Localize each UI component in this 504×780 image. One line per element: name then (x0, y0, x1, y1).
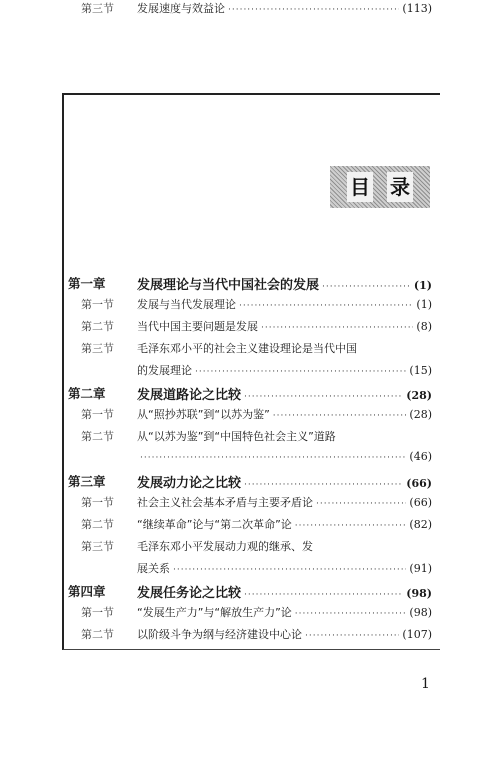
toc-page: (91) (409, 562, 432, 575)
toc-number: 第三章 (68, 474, 106, 489)
toc-leader (295, 521, 407, 531)
toc-leader (228, 5, 399, 15)
toc-number: 第二章 (68, 386, 106, 401)
toc-page: (1) (413, 279, 432, 292)
toc-continuation (137, 450, 432, 468)
toc-leader (322, 282, 411, 292)
toc-title: 发展道路论之比较 (137, 388, 242, 403)
toc-page: (15) (409, 364, 432, 377)
toc-number: 第一节 (81, 496, 114, 509)
toc-leader (305, 631, 399, 641)
toc-title: 发展速度与效益论 (137, 2, 225, 15)
toc-page: (107) (402, 628, 432, 641)
toc-page: (98) (406, 587, 432, 600)
toc-page: (113) (402, 2, 432, 15)
title-char: 录 (387, 172, 413, 202)
toc-number: 第一节 (81, 606, 114, 619)
toc-section (81, 406, 432, 424)
toc-title: 从“照抄苏联”到“以苏为鉴” (137, 408, 270, 421)
toc-title: 以阶级斗争为纲与经济建设中心论 (137, 628, 302, 641)
toc-section (81, 296, 432, 314)
toc-section (81, 626, 432, 644)
toc-leader (244, 392, 403, 402)
toc-title: 毛泽东邓小平的社会主义建设理论是当代中国 (137, 342, 357, 355)
toc-number: 第二节 (81, 628, 114, 641)
toc-chapter (68, 472, 432, 490)
toc-leader (244, 480, 403, 490)
toc-page: (28) (406, 389, 432, 402)
toc-leader (173, 565, 406, 575)
toc-title: 发展理论与当代中国社会的发展 (137, 278, 320, 293)
toc-leader (140, 453, 406, 463)
toc-page: (82) (409, 518, 432, 531)
title-char: 目 (347, 172, 373, 202)
toc-section (81, 516, 432, 534)
toc-number: 第三节 (81, 2, 114, 15)
toc-title: “发展生产力”与“解放生产力”论 (137, 606, 292, 619)
toc-leader (261, 323, 413, 333)
toc-number: 第二节 (81, 430, 114, 443)
toc-section (81, 340, 432, 358)
toc-leader (195, 367, 406, 377)
toc-title: 发展任务论之比较 (137, 586, 242, 601)
toc-title: 社会主义社会基本矛盾与主要矛盾论 (137, 496, 313, 509)
toc-title: 发展与当代发展理论 (137, 298, 236, 311)
toc-section (81, 0, 432, 18)
toc-leader (316, 499, 406, 509)
toc-page: (66) (406, 477, 432, 490)
toc-page: (8) (416, 320, 432, 333)
toc-page: (66) (409, 496, 432, 509)
toc-title-cont: 的发展理论 (137, 364, 192, 377)
toc-number: 第三节 (81, 342, 114, 355)
toc-leader (244, 590, 403, 600)
toc-chapter (68, 582, 432, 600)
toc-section (81, 538, 432, 556)
toc-number: 第三节 (81, 540, 114, 553)
toc-title-cont: 展关系 (137, 562, 170, 575)
toc-section (81, 604, 432, 622)
toc-number: 第四章 (68, 584, 106, 599)
toc-number: 第一节 (81, 408, 114, 421)
toc-section (81, 318, 432, 336)
toc-title: 当代中国主要问题是发展 (137, 320, 258, 333)
toc-chapter (68, 384, 432, 402)
toc-chapter (68, 274, 432, 292)
toc-leader (239, 301, 413, 311)
toc-leader (273, 411, 407, 421)
toc-page: (1) (416, 298, 432, 311)
toc-continuation (137, 560, 432, 578)
toc-page: (28) (409, 408, 432, 421)
toc-continuation (137, 362, 432, 380)
toc-leader (295, 609, 407, 619)
toc-number: 第二节 (81, 320, 114, 333)
page-number: 1 (421, 676, 430, 692)
toc-title: “继续革命”论与“第二次革命”论 (137, 518, 292, 531)
toc-number: 第一章 (68, 276, 106, 291)
toc-section (81, 494, 432, 512)
toc-page: (46) (409, 450, 432, 463)
toc-title: 发展动力论之比较 (137, 476, 242, 491)
toc-section (81, 428, 432, 446)
toc-title: 毛泽东邓小平发展动力观的继承、发 (137, 540, 313, 553)
toc-number: 第一节 (81, 298, 114, 311)
toc-number: 第二节 (81, 518, 114, 531)
toc-title: 从“以苏为鉴”到“中国特色社会主义”道路 (137, 430, 336, 443)
toc-page: (98) (409, 606, 432, 619)
